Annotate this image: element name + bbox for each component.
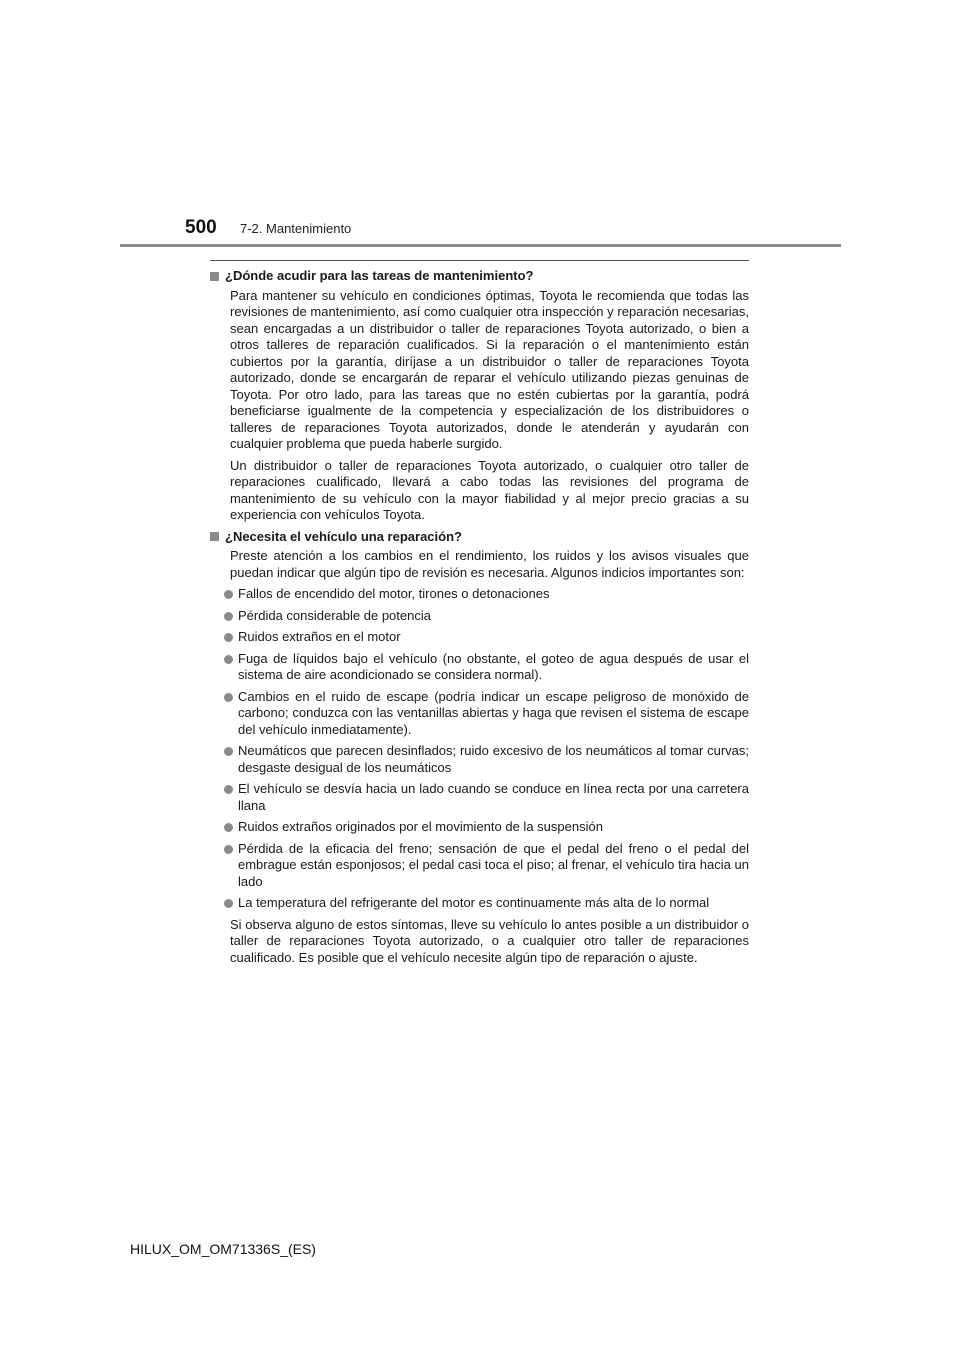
circle-bullet-icon [224, 823, 233, 832]
list-item [210, 841, 749, 891]
circle-bullet-icon [224, 747, 233, 756]
list-item [210, 608, 749, 625]
list-item-text: Ruidos extraños en el motor [238, 629, 401, 644]
section-heading-maintenance [210, 268, 749, 285]
paragraph-intro: Preste atención a los cambios en el rendimiento, los ruidos y los avisos visuales que puedan indicar que algún tipo de revisión es necesaria. Algunos indicios importantes son: [230, 548, 749, 580]
header-divider [120, 244, 841, 247]
page-number: 500 [185, 217, 217, 238]
section-divider [210, 260, 749, 261]
list-item [210, 781, 749, 814]
list-item [210, 629, 749, 646]
paragraph: Un distribuidor o taller de reparaciones Toyota autorizado, o cualquier otro taller de reparaciones cualificado, llevará a cabo todas las revisiones del programa de mantenimiento de su vehículo con la mayor fiabilidad y al mejor precio gracias a su experiencia con vehículos Toyota. [230, 457, 749, 522]
paragraph: Para mantener su vehículo en condiciones óptimas, Toyota le recomienda que todas las revisiones de mantenimiento, así como cualquier otra inspección y reparación necesarias, sean encargadas a un distribuidor o taller de reparaciones Toyota autorizado, o bien a otros talleres de reparación cualificados. Si la reparación o el mantenimiento están cubiertos por la garantía, diríjase a un distribuidor o taller de reparaciones Toyota autorizado, donde se encargarán de reparar el vehículo utilizando piezas genuinas de Toyota. Por otro lado, para las tareas que no estén cubiertas por la garantía, podrá beneficiarse igualmente de la competencia y especialización de los distribuidores o talleres de reparaciones Toyota autorizados, donde le atenderán y ayudarán con cualquier problema que pueda haberle surgido. [230, 287, 749, 451]
list-item-text: Fallos de encendido del motor, tirones o detonaciones [238, 586, 550, 601]
list-item-text: Fuga de líquidos bajo el vehículo (no obstante, el goteo de agua después de usar el sistema de aire acondicionado se considera normal). [238, 650, 749, 682]
circle-bullet-icon [224, 845, 233, 854]
section-heading-text: ¿Dónde acudir para las tareas de mantenimiento? [225, 268, 534, 283]
list-item-text: Pérdida considerable de potencia [238, 607, 431, 623]
chapter-label: 7-2. Mantenimiento [240, 221, 352, 236]
circle-bullet-icon [224, 899, 233, 908]
square-bullet-icon [210, 532, 219, 541]
square-bullet-icon [210, 272, 219, 281]
circle-bullet-icon [224, 785, 233, 794]
list-item [210, 743, 749, 776]
circle-bullet-icon [224, 612, 233, 621]
circle-bullet-icon [224, 590, 233, 599]
list-item-text: El vehículo se desvía hacia un lado cuando se conduce en línea recta por una carretera llana [238, 781, 749, 813]
section-heading-text: ¿Necesita el vehículo una reparación? [225, 528, 462, 544]
footer-document-code: HILUX_OM_OM71336S_(ES) [130, 1241, 316, 1257]
list-item-text: Ruidos extraños originados por el movimiento de la suspensión [238, 819, 603, 834]
circle-bullet-icon [224, 633, 233, 642]
symptom-list [210, 586, 749, 912]
circle-bullet-icon [224, 693, 233, 702]
list-item [210, 895, 749, 912]
list-item-text: La temperatura del refrigerante del motor es continuamente más alta de lo normal [238, 895, 710, 910]
list-item-text: Neumáticos que parecen desinflados; ruido excesivo de los neumáticos al tomar curvas; desgaste desigual de los neumáticos [238, 743, 749, 775]
section-heading-repair [210, 529, 749, 546]
paragraph-closing: Si observa alguno de estos síntomas, lleve su vehículo lo antes posible a un distribuidor o taller de reparaciones Toyota autorizado, o a cualquier otro taller de reparaciones cualificado. Es posible que el vehículo necesite algún tipo de reparación o ajuste. [230, 916, 749, 965]
page-content [210, 268, 749, 971]
list-item-text: Pérdida de la eficacia del freno; sensación de que el pedal del freno o el pedal del embrague están esponjosos; el pedal casi toca el piso; al frenar, el vehículo tira hacia un lado [238, 840, 749, 889]
circle-bullet-icon [224, 655, 233, 664]
list-item [210, 819, 749, 836]
list-item [210, 586, 749, 603]
list-item [210, 689, 749, 739]
list-item [210, 651, 749, 684]
list-item-text: Cambios en el ruido de escape (podría indicar un escape peligroso de monóxido de carbono; conduzca con las ventanillas abiertas y haga que revisen el sistema de escape del vehículo inmediatamente). [238, 688, 749, 737]
